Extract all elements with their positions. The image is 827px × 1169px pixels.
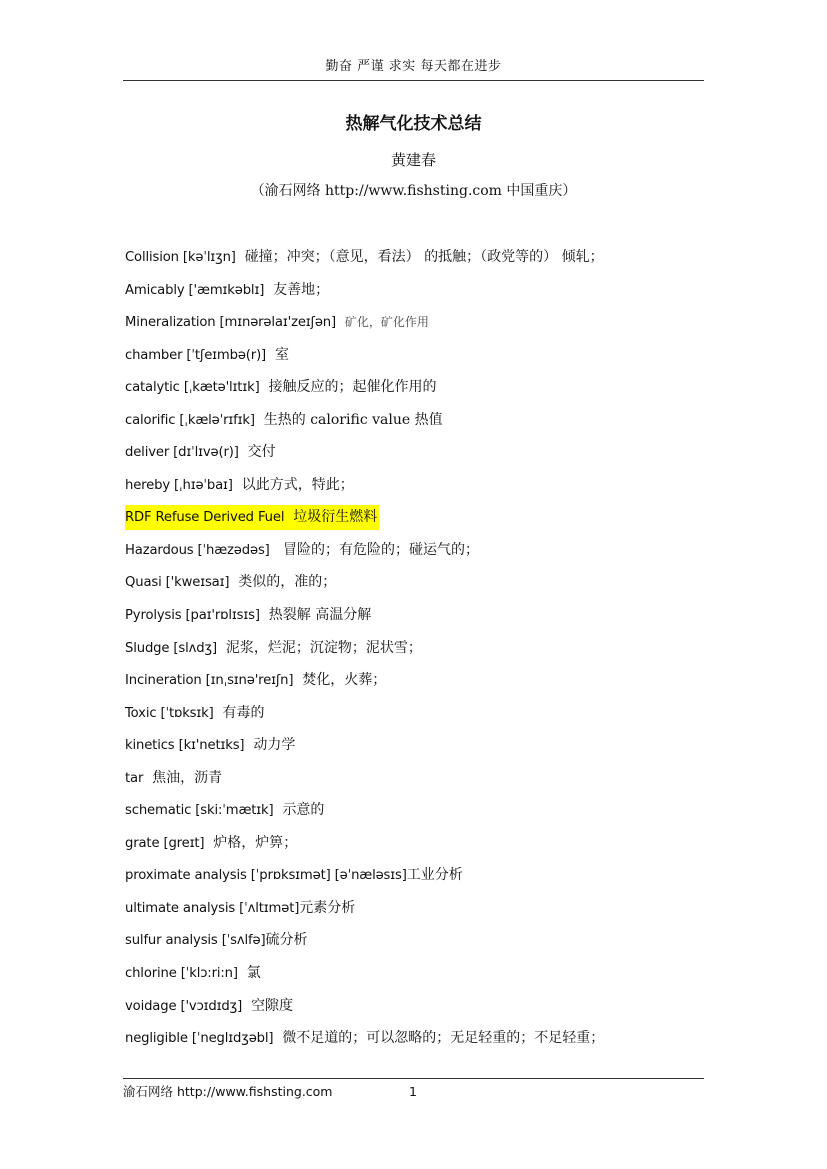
page-footer	[123, 1078, 704, 1107]
entry-term: Amicably ['æmɪkəblɪ]	[125, 282, 265, 298]
entry-meaning: 类似的，准的；	[238, 574, 337, 591]
entry-meaning: 冒险的；有危险的；碰运气的；	[278, 541, 480, 558]
entry-meaning: 垃圾衍生燃料	[293, 509, 378, 526]
vocab-entry-negligible	[125, 1026, 725, 1059]
entry-meaning: 微不足道的；可以忽略的；无足轻重的；不足轻重；	[282, 1030, 605, 1047]
vocab-entry-amicably	[125, 278, 725, 311]
entry-meaning: 热裂解 高温分解	[268, 607, 372, 624]
vocab-entry-toxic	[125, 701, 725, 734]
entry-term: sulfur analysis [ˈsʌlfə]	[125, 933, 266, 949]
entry-term: catalytic [ˌkætə'lɪtɪk]	[125, 380, 260, 396]
entry-line	[125, 375, 436, 400]
entry-term: schematic [ski:ˈmætɪk]	[125, 803, 274, 819]
entry-term: Hazardous [ˈhæzədəs]	[125, 542, 270, 558]
vocab-entry-deliver	[125, 440, 725, 473]
entry-term: RDF Refuse Derived Fuel	[125, 510, 285, 526]
entry-meaning: 室	[274, 346, 289, 363]
entry-meaning: 接触反应的；起催化作用的	[268, 379, 437, 396]
entry-line	[125, 798, 324, 823]
vocab-entry-pyrolysis	[125, 603, 725, 636]
vocabulary-list	[125, 245, 725, 1059]
entry-term: deliver [dɪˈlɪvə(r)]	[125, 445, 239, 461]
entry-line	[125, 310, 429, 335]
entry-meaning: 空隙度	[251, 997, 293, 1014]
entry-line	[125, 994, 293, 1019]
entry-meaning: 碰撞；冲突；（意见，看法） 的抵触；（政党等的） 倾轧；	[244, 249, 604, 265]
vocab-entry-collision	[125, 245, 725, 278]
entry-line	[125, 408, 443, 433]
entry-meaning: 工业分析	[406, 867, 463, 884]
vocab-entry-kinetics	[125, 733, 725, 766]
vocab-entry-sulfur-analysis	[125, 928, 725, 961]
entry-term: grate [greɪt]	[125, 835, 205, 851]
entry-meaning: 示意的	[282, 802, 325, 819]
entry-line	[125, 343, 289, 368]
entry-term: chlorine [ˈklɔ:ri:n]	[125, 966, 238, 982]
footer-source: 渝石网络 http://www.fishsting.com	[123, 1084, 333, 1099]
entry-line	[125, 473, 354, 498]
document-title: 热解气化技术总结	[345, 114, 482, 134]
entry-term: calorific [ˌkæləˈrɪfɪk]	[125, 412, 255, 428]
vocab-entry-rdf	[125, 505, 725, 538]
entry-term: hereby [ˌhɪəˈbaɪ]	[125, 477, 233, 493]
entry-meaning: 生热的 calorific value 热值	[263, 411, 443, 428]
vocab-entry-hazardous	[125, 538, 725, 571]
vocab-entry-tar	[125, 766, 725, 799]
vocab-entry-mineralization	[125, 310, 725, 343]
entry-term: Toxic [ˈtɒksɪk]	[125, 705, 214, 721]
vocab-entry-catalytic	[125, 375, 725, 408]
entry-meaning: 有毒的	[222, 704, 265, 721]
vocab-entry-calorific	[125, 408, 725, 441]
entry-line	[125, 701, 265, 726]
entry-term: Incineration [ɪnˌsɪnə'reɪʃn]	[125, 673, 294, 689]
entry-meaning: 焦油，沥青	[152, 769, 223, 786]
entry-line	[125, 245, 604, 270]
entry-line	[125, 440, 276, 465]
entry-term: voidage ['vɔɪdɪdʒ]	[125, 998, 243, 1014]
entry-line	[125, 603, 371, 628]
vocab-entry-grate	[125, 831, 725, 864]
vocab-entry-quasi	[125, 570, 725, 603]
entry-term: Collision [kəˈlɪʒn]	[125, 250, 236, 265]
entry-term: negligible [ˈneglɪdʒəbl]	[125, 1031, 274, 1047]
entry-line	[125, 863, 463, 888]
entry-line	[125, 928, 308, 953]
highlighted-entry-line	[125, 505, 379, 530]
entry-term: Quasi ['kweɪsaɪ]	[125, 575, 230, 591]
entry-term: ultimate analysis [ˈʌltɪmət]	[125, 900, 300, 916]
entry-line	[125, 538, 479, 563]
page-header	[123, 58, 704, 81]
vocab-entry-sludge	[125, 636, 725, 669]
entry-meaning: 硫分析	[265, 932, 308, 949]
entry-meaning: 矿化，矿化作用	[344, 315, 429, 330]
entry-meaning: 炉格，炉箅；	[213, 834, 298, 851]
entry-line	[125, 961, 261, 986]
entry-meaning: 友善地；	[273, 281, 330, 298]
entry-meaning: 氯	[246, 965, 261, 982]
entry-term: Mineralization [mɪnərəlaɪ'zeɪʃən]	[125, 315, 337, 331]
entry-line	[125, 831, 297, 856]
vocab-entry-hereby	[125, 473, 725, 506]
document-author: 黄建春	[390, 151, 436, 169]
header-motto: 勤奋 严谨 求实 每天都在进步	[325, 59, 502, 74]
vocab-entry-ultimate-analysis	[125, 896, 725, 929]
entry-meaning: 焚化，火葬；	[302, 672, 387, 689]
entry-term: Sludge [slʌdʒ]	[125, 640, 217, 656]
entry-line	[125, 1026, 604, 1051]
entry-term: proximate analysis [ˈprɒksɪmət] [əˈnæləsɪs]	[125, 868, 407, 884]
entry-meaning: 动力学	[253, 737, 296, 754]
entry-line	[125, 570, 336, 595]
entry-line	[125, 636, 422, 661]
entry-meaning: 以此方式，特此；	[241, 476, 354, 493]
entry-line	[125, 278, 329, 303]
entry-line	[125, 896, 355, 921]
entry-line	[125, 766, 222, 791]
entry-meaning: 交付	[247, 444, 276, 461]
vocab-entry-voidage	[125, 994, 725, 1027]
vocab-entry-incineration	[125, 668, 725, 701]
entry-line	[125, 668, 386, 693]
entry-term: kinetics [kɪ'netɪks]	[125, 738, 245, 754]
entry-line	[125, 733, 295, 758]
vocab-entry-schematic	[125, 798, 725, 831]
vocab-entry-chamber	[125, 343, 725, 376]
document-source: （渝石网络 http://www.fishsting.com 中国重庆）	[250, 183, 577, 199]
page-number: 1	[409, 1084, 417, 1099]
vocab-entry-chlorine	[125, 961, 725, 994]
entry-meaning: 泥浆，烂泥；沉淀物；泥状雪；	[225, 639, 422, 656]
vocab-entry-proximate-analysis	[125, 863, 725, 896]
entry-term: tar	[125, 770, 144, 786]
entry-term: chamber [ˈtʃeɪmbə(r)]	[125, 347, 267, 363]
entry-term: Pyrolysis [paɪ'rɒlɪsɪs]	[125, 608, 260, 624]
entry-meaning: 元素分析	[299, 899, 356, 916]
